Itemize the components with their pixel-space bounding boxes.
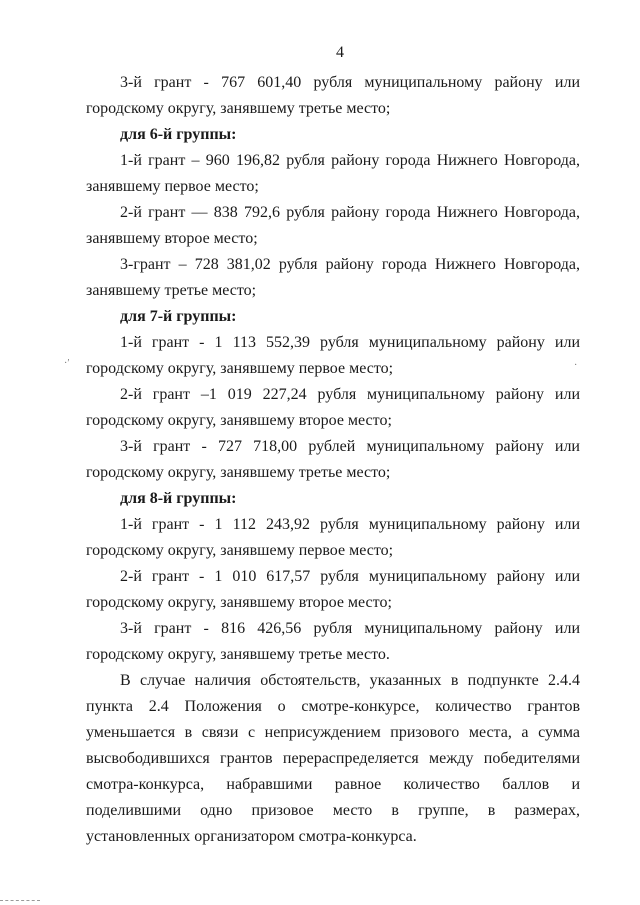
heading-group-7: для 7-й группы: (120, 308, 237, 325)
paragraph-grant-3-group-6: 3-грант – 728 381,02 рубля району города Нижнего Новгорода, занявшему третье место; (86, 256, 580, 299)
paragraph-grant-3-group-8: 3-й грант - 816 426,56 рубля муниципальному району или городскому округу, занявшему третье место. (86, 620, 580, 663)
page-number: 4 (336, 44, 344, 61)
paragraph-grant-2-group-6: 2-й грант — 838 792,6 рубля району города Нижнего Новгорода, занявшему второе место; (86, 204, 580, 247)
paragraph-grant-3-group-7: 3-й грант - 727 718,00 рублей муниципальному району или городскому округу, занявшему третье место; (86, 438, 580, 481)
paragraph-grant-1-group-6: 1-й грант – 960 196,82 рубля району города Нижнего Новгорода, занявшему первое место; (86, 152, 580, 195)
heading-group-6: для 6-й группы: (120, 126, 237, 143)
paragraph-grant-1-group-7: 1-й грант - 1 113 552,39 рубля муниципальному району или городскому округу, занявшему первое место; (86, 334, 580, 377)
document-body (86, 70, 580, 850)
paragraph-grant-2-group-8: 2-й грант - 1 010 617,57 рубля муниципальному району или городскому округу, занявшему второе место; (86, 568, 580, 611)
paragraph-grant-1-group-8: 1-й грант - 1 112 243,92 рубля муниципальному району или городскому округу, занявшему первое место; (86, 516, 580, 559)
paragraph-grant-3-group-5: 3-й грант - 767 601,40 рубля муниципальному району или городскому округу, занявшему третье место; (86, 74, 580, 117)
scan-artifact-mark: ·′ (64, 358, 70, 369)
paragraph-grant-2-group-7: 2-й грант –1 019 227,24 рубля муниципальному району или городскому округу, занявшему второе место; (86, 386, 580, 429)
scan-edge-artifact (0, 900, 40, 905)
heading-group-8: для 8-й группы: (120, 490, 237, 507)
scan-artifact-mark: · (574, 360, 578, 371)
paragraph-redistribution-clause: В случае наличия обстоятельств, указанных в подпункте 2.4.4 пункта 2.4 Положения о смотре-конкурсе, количество грантов уменьшается в связи с неприсуждением призового места, а сумма высвободившихся грантов перераспределяется между победителями смотра-конкурса, набравшими равное количество баллов и поделившими одно призовое место в группе, в размерах, установленных организатором смотра-конкурса. (86, 672, 580, 845)
